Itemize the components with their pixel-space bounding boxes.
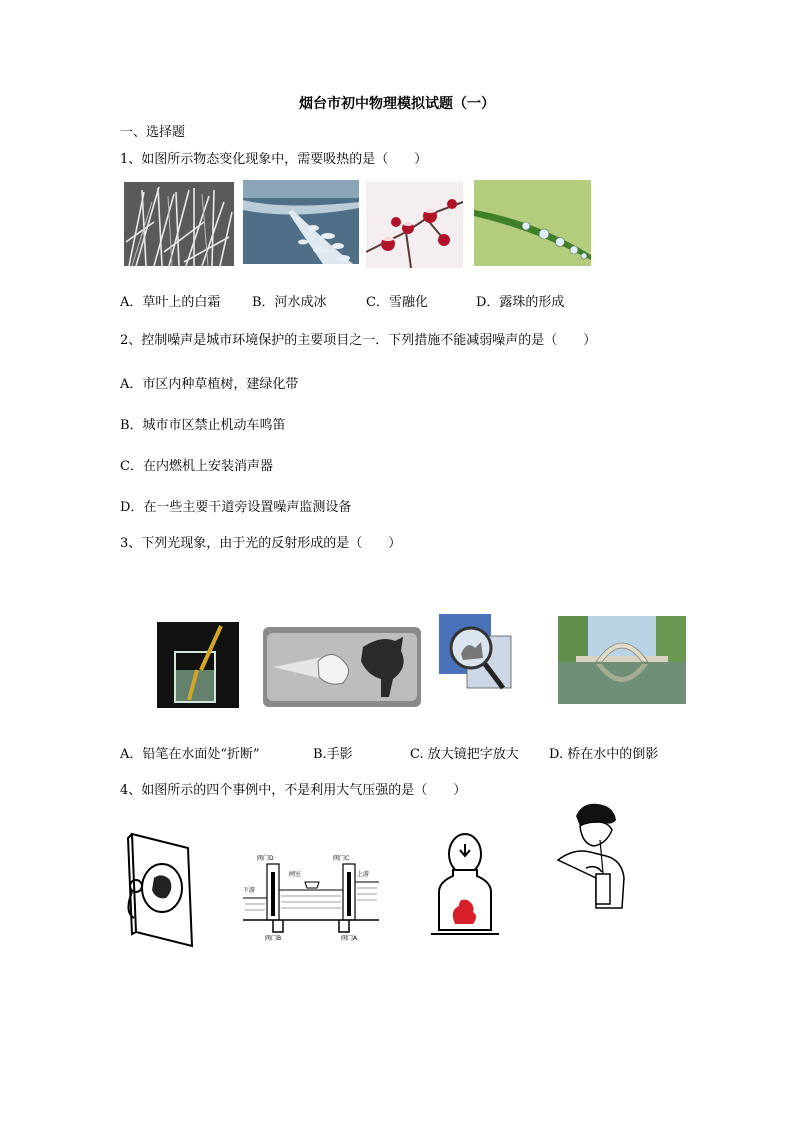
dew-leaf-image (474, 180, 591, 266)
bridge-reflection-image (558, 616, 686, 704)
q2-option-d: D．在一些主要干道旁设置噪声监测设备 (120, 500, 352, 515)
section-heading: 一、选择题 (120, 125, 186, 140)
suction-hook-image (118, 828, 198, 948)
question-1-stem: 1、如图所示物态变化现象中，需要吸热的是（ ） (120, 152, 428, 167)
q1-option-c: C．雪融化 (366, 295, 428, 310)
pencil-beaker-image (157, 622, 239, 708)
q3-option-c: C. 放大镜把字放大 (410, 747, 519, 762)
frost-grass-image (124, 182, 234, 266)
q2-option-a: A．市区内种草植树，建绿化带 (120, 377, 299, 392)
boy-straw-image (556, 798, 630, 914)
lock-label-gate-c: 阀门C (333, 855, 350, 862)
question-3-stem: 3、下列光现象，由于光的反射形成的是（ ） (120, 536, 402, 551)
q3-option-b: B.手影 (313, 747, 353, 762)
question-2-stem: 2、控制噪声是城市环境保护的主要项目之一．下列措施不能减弱噪声的是（ ） (120, 333, 597, 348)
lock-label-downstream: 下游 (243, 887, 256, 894)
q1-option-a: A．草叶上的白霜 (120, 295, 221, 310)
hand-shadow-image (263, 627, 421, 707)
q3-option-d: D. 桥在水中的倒影 (549, 747, 659, 762)
magnifier-image (437, 612, 512, 698)
lock-label-gate-a: 阀门A (341, 935, 358, 942)
egg-bottle-image (429, 830, 501, 938)
lock-label-gate-d: 阀门D (257, 855, 274, 862)
page-title: 烟台市初中物理模拟试题（一） (299, 96, 495, 112)
lock-label-chamber: 闸室 (289, 871, 302, 878)
q1-option-b: B．河水成冰 (252, 295, 327, 310)
q2-option-c: C．在内燃机上安装消声器 (120, 459, 273, 474)
ship-lock-image (243, 852, 379, 942)
question-4-stem: 4、如图所示的四个事例中，不是利用大气压强的是（ ） (120, 783, 467, 798)
lock-label-upstream: 上游 (357, 871, 370, 878)
lock-label-gate-b: 阀门B (265, 935, 282, 942)
river-ice-image (243, 180, 359, 264)
q2-option-b: B．城市市区禁止机动车鸣笛 (120, 418, 286, 433)
q3-option-a: A．铅笔在水面处“折断” (120, 747, 260, 762)
q1-option-d: D．露珠的形成 (476, 295, 565, 310)
snow-plum-image (366, 182, 463, 268)
